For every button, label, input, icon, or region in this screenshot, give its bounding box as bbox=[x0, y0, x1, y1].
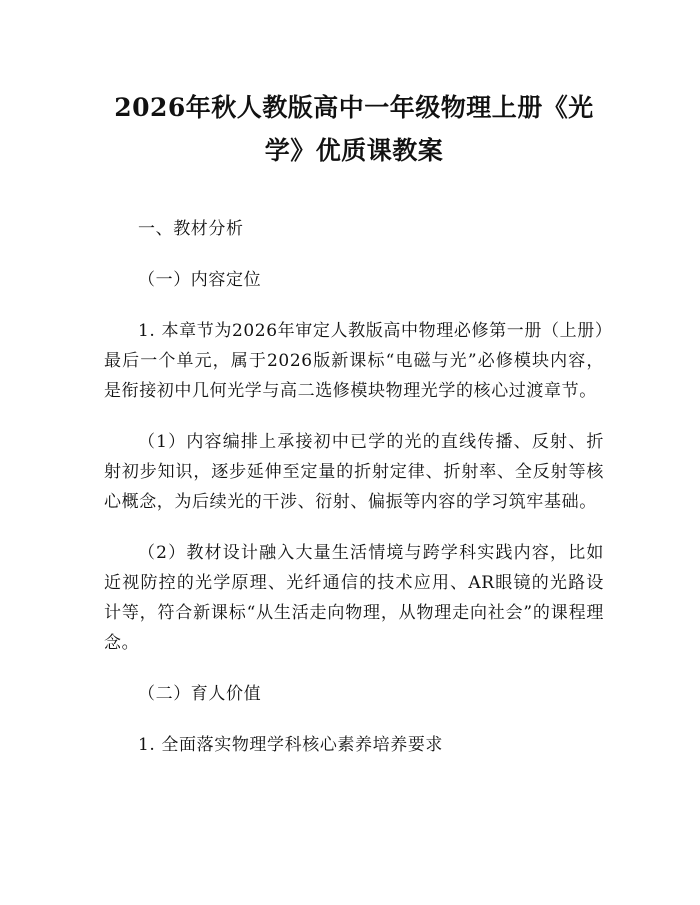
document-title bbox=[104, 86, 604, 172]
subsection-heading-educational-value: （二）育人价值 bbox=[138, 684, 262, 704]
subsection-heading-content-positioning: （一）内容定位 bbox=[138, 270, 262, 290]
paragraph-core-literacy: 1. 全面落实物理学科核心素养培养要求 bbox=[138, 735, 444, 755]
paragraph-textbook-design: （2）教材设计融入大量生活情境与跨学科实践内容，比如近视防控的光学原理、光纤通信的技术应用、AR眼镜的光路设计等，符合新课标“从生活走向物理，从物理走向社会”的课程理念。 bbox=[104, 543, 604, 653]
title-line-1: 2026年秋人教版高中一年级物理上册《光 bbox=[114, 93, 594, 122]
title-line-2: 学》优质课教案 bbox=[264, 136, 444, 165]
paragraph-chapter-positioning: 1. 本章节为2026年审定人教版高中物理必修第一册（上册）最后一个单元，属于2026版新课标“电磁与光”必修模块内容，是衔接初中几何光学与高二选修模块物理光学的核心过渡章节。 bbox=[104, 321, 604, 401]
paragraph-content-arrangement: （1）内容编排上承接初中已学的光的直线传播、反射、折射初步知识，逐步延伸至定量的折射定律、折射率、全反射等核心概念，为后续光的干涉、衍射、偏振等内容的学习筑牢基础。 bbox=[104, 432, 604, 512]
section-heading-textbook-analysis: 一、教材分析 bbox=[138, 219, 244, 239]
